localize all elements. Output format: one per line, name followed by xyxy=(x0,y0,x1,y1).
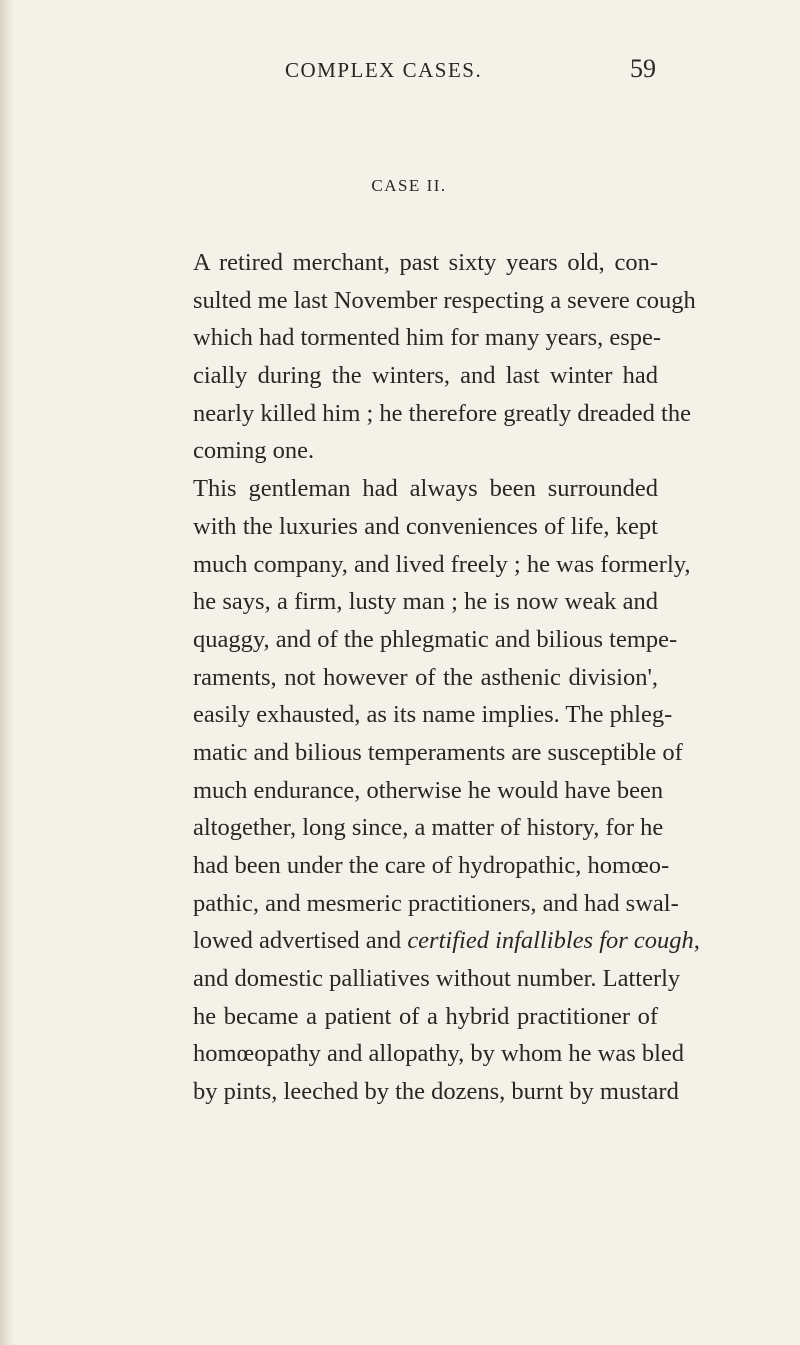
text-line: with the luxuries and conveniences of life, kept xyxy=(193,512,658,540)
text-line: sulted me last November respecting a severe cough xyxy=(193,286,696,314)
text-line-with-italic xyxy=(193,922,700,960)
italic-phrase: certified infallibles for cough, xyxy=(407,927,700,955)
page-number: 59 xyxy=(630,54,656,83)
text-line: he became a patient of a hybrid practitioner of xyxy=(193,1002,658,1030)
running-head xyxy=(0,54,800,98)
text-segment: lowed advertised and xyxy=(193,927,402,955)
text-line: cially during the winters, and last winter had xyxy=(193,362,658,390)
text-line: much company, and lived freely ; he was formerly, xyxy=(193,550,691,578)
text-line: nearly killed him ; he therefore greatly dreaded the xyxy=(193,399,691,427)
text-line: which had tormented him for many years, espe- xyxy=(193,324,662,352)
text-line: coming one. xyxy=(193,437,315,465)
text-line: altogether, long since, a matter of history, for he xyxy=(193,814,664,842)
body-text xyxy=(193,244,700,1111)
text-line: matic and bilious temperaments are susceptible of xyxy=(193,738,683,766)
text-line: much endurance, otherwise he would have been xyxy=(193,776,664,804)
text-line: and domestic palliatives without number. Latterly xyxy=(193,965,681,993)
text-line: he says, a firm, lusty man ; he is now weak and xyxy=(193,588,658,616)
text-line: had been under the care of hydropathic, homœo- xyxy=(193,852,670,879)
text-line: quaggy, and of the phlegmatic and bilious tempe- xyxy=(193,625,678,653)
text-line: This gentleman had always been surrounded xyxy=(193,475,658,503)
text-line: by pints, leeched by the dozens, burnt by mustard xyxy=(193,1078,679,1106)
page-gutter-shadow xyxy=(0,0,14,1345)
text-line: easily exhausted, as its name implies. The phleg- xyxy=(193,701,673,729)
text-line: homœopathy and allopathy, by whom he was bled xyxy=(193,1040,685,1068)
text-line: A retired merchant, past sixty years old, con- xyxy=(193,249,658,276)
case-title: CASE II. xyxy=(371,176,447,195)
text-line: raments, not however of the asthenic division', xyxy=(193,663,658,691)
running-head-title: COMPLEX CASES. xyxy=(285,58,483,82)
text-line: pathic, and mesmeric practitioners, and had swal- xyxy=(193,889,679,917)
